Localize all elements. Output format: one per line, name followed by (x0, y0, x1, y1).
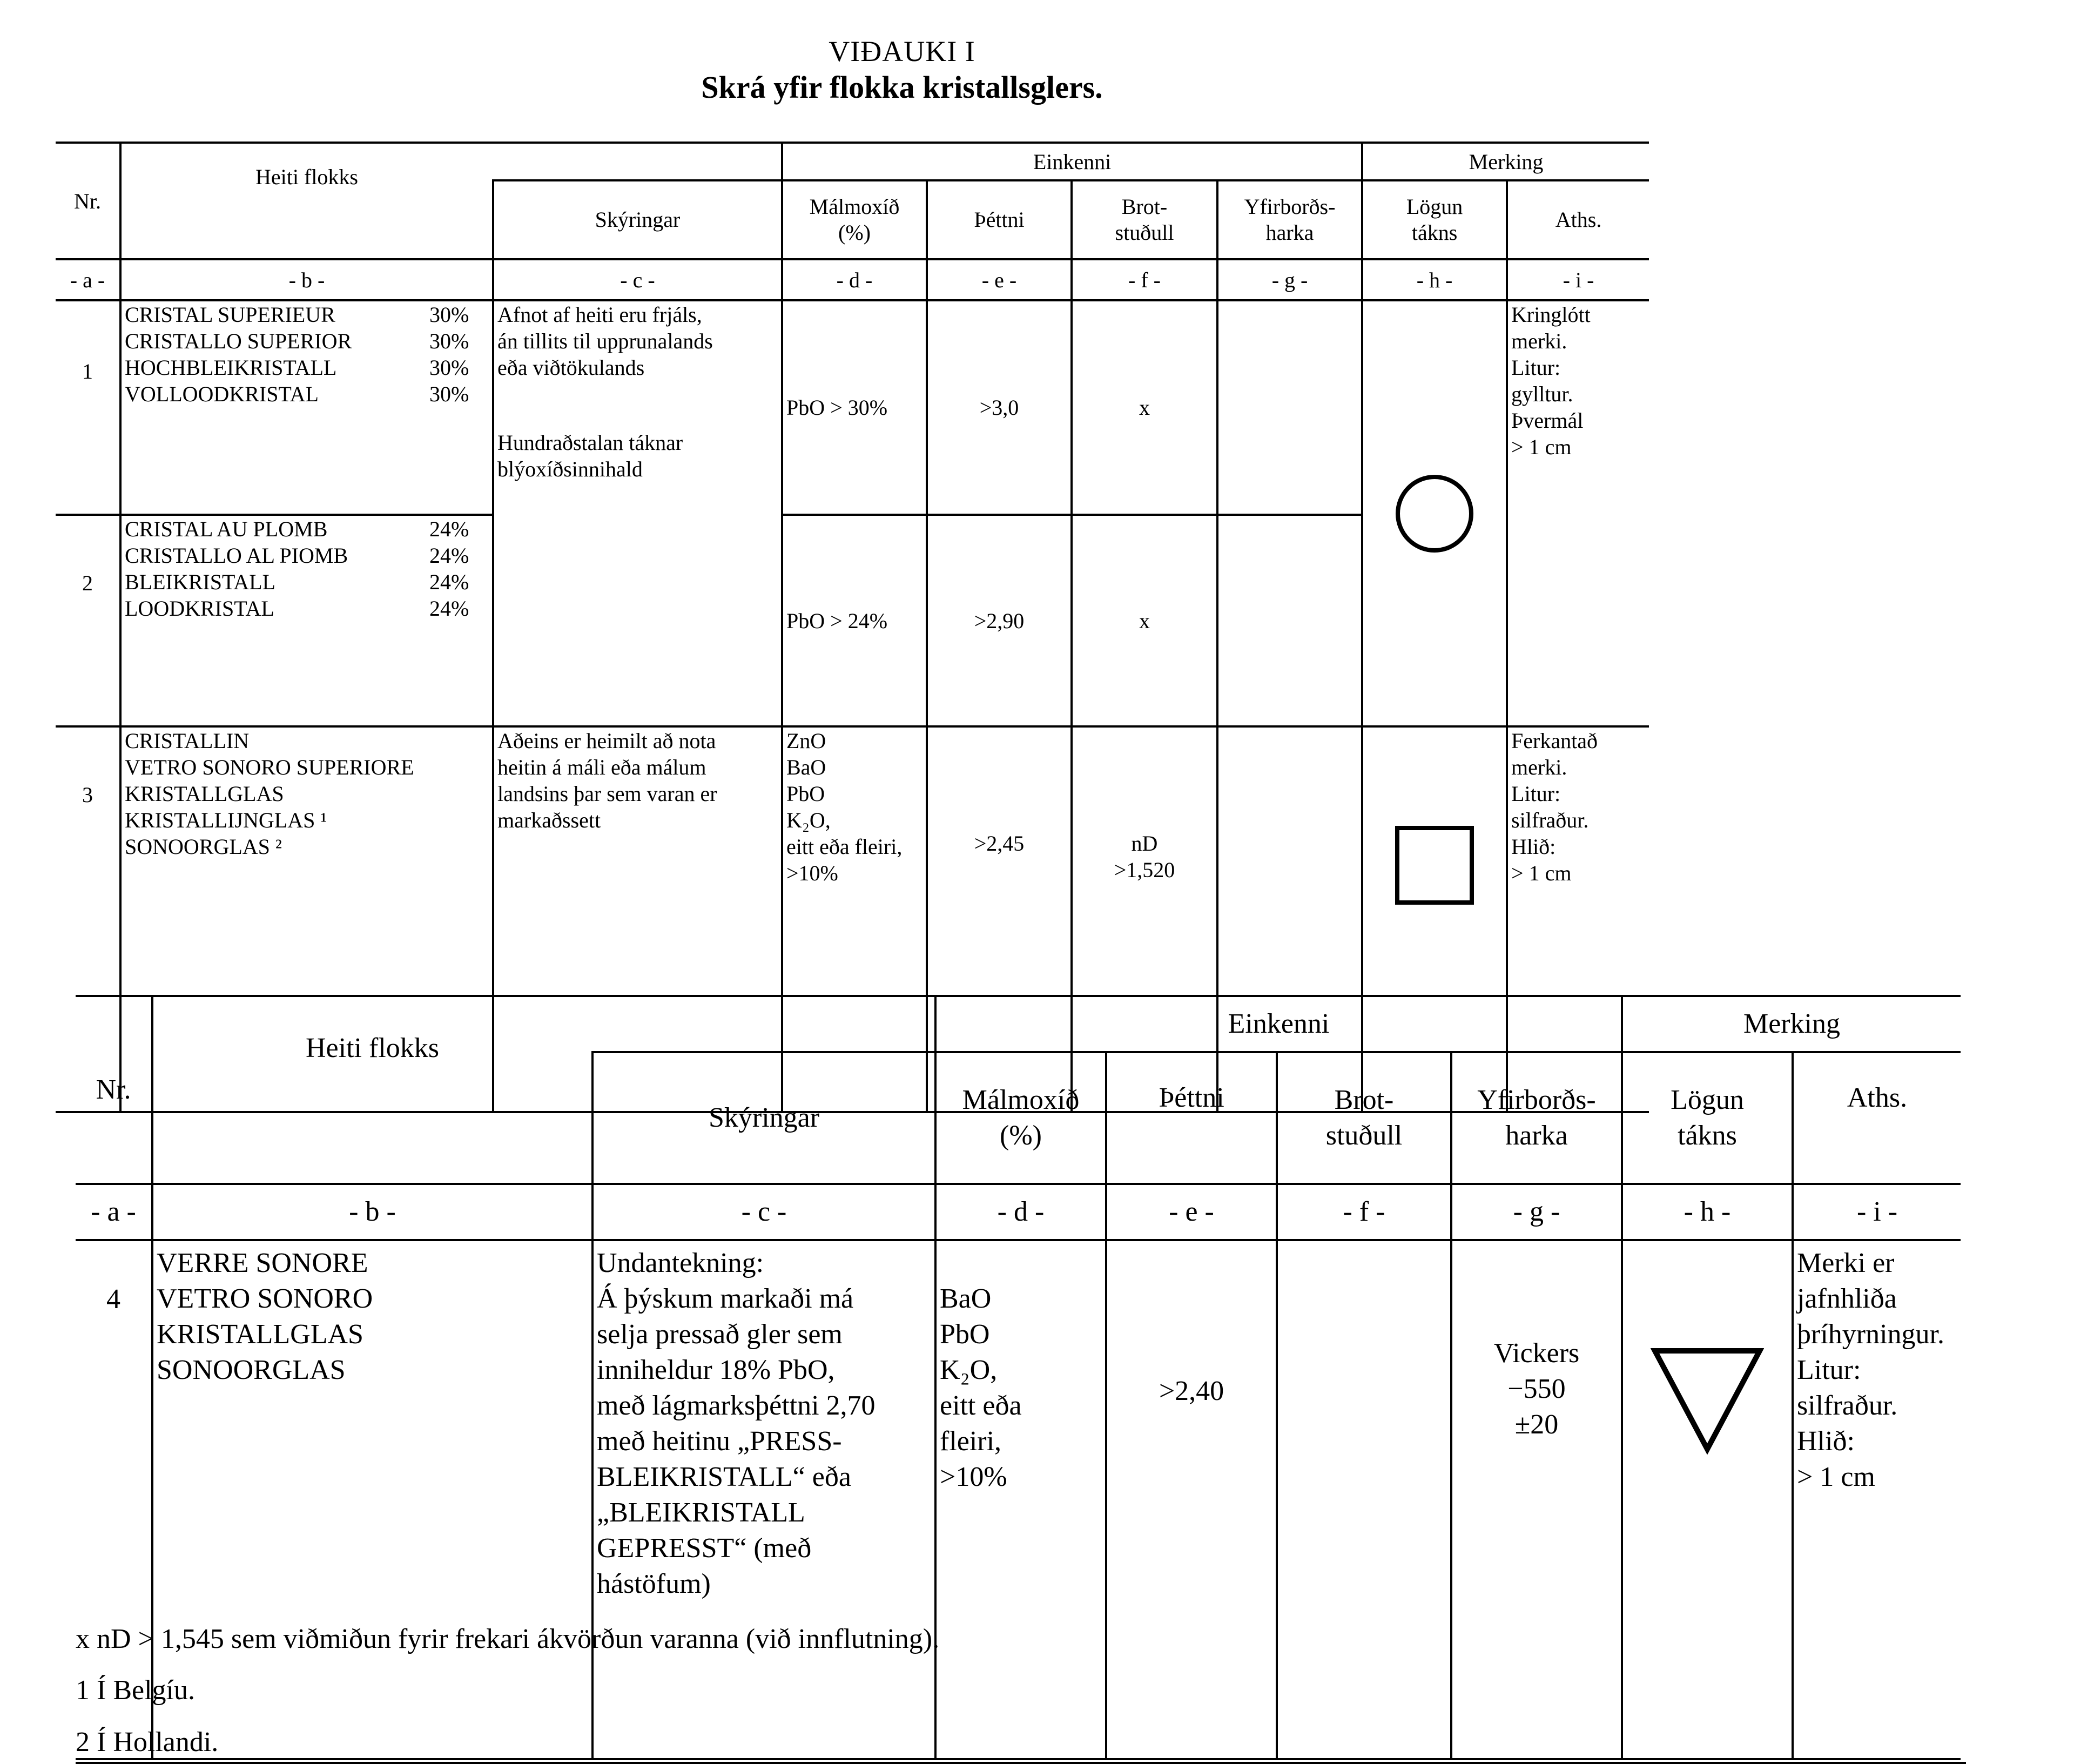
crystal-glass-table-1 (56, 142, 1649, 1113)
header-einkenni: Einkenni (935, 996, 1622, 1052)
letter-i: - i - (1507, 259, 1649, 300)
row-aths: Merki er jafnhliða þríhyrningur. Litur: silfraður. Hlið: > 1 cm (1793, 1240, 1961, 1759)
header-malmoxid: Málmoxíð (%) (782, 180, 927, 259)
header-brot: Brot- stuðull (1277, 1052, 1451, 1184)
header-thettni: Þéttni (927, 180, 1072, 259)
row-nr: 2 (56, 515, 120, 726)
row-symbol (1362, 300, 1507, 726)
header-einkenni: Einkenni (782, 143, 1362, 180)
bottom-rule (76, 1762, 1966, 1764)
row-skyringar: Undantekning: Á þýskum markaði má selja pressað gler sem inniheldur 18% PbO, með lágmarksþéttni 2,70 með heitinu „PRESS- BLEIKRISTALL“ eða „BLEIKRISTALL GEPRESST“ (með hástöfum) (592, 1240, 935, 1759)
header-yfirbord: Yfirborðs- harka (1451, 1052, 1622, 1184)
letter-c: - c - (493, 259, 782, 300)
letter-f: - f - (1277, 1184, 1451, 1240)
row-malmoxid: PbO > 24% (782, 515, 927, 726)
header-nr: Nr. (76, 996, 152, 1184)
header-skyringar: Skýringar (592, 1052, 935, 1184)
row-brot: x (1072, 515, 1217, 726)
letter-row (56, 259, 1649, 300)
letter-g: - g - (1451, 1184, 1622, 1240)
letter-c: - c - (592, 1184, 935, 1240)
row-thettni: >3,0 (927, 300, 1072, 515)
header-blank (152, 996, 935, 1052)
row-yfirbord: Vickers −550 ±20 (1451, 1240, 1622, 1759)
letter-e: - e - (927, 259, 1072, 300)
row-skyringar: Afnot af heiti eru frjáls, án tillits til upprunalands eða viðtökulands Hundraðstalan táknar blýoxíðsinnihald (493, 300, 782, 726)
row-nr: 1 (56, 300, 120, 515)
header-thettni: Þéttni (1106, 1052, 1277, 1184)
header-malmoxid: Málmoxíð (%) (935, 1052, 1106, 1184)
letter-g: - g - (1217, 259, 1362, 300)
row-yfirbord (1217, 300, 1362, 515)
row-brot: nD >1,520 (1072, 726, 1217, 1112)
row-brot: x (1072, 300, 1217, 515)
header-aths: Aths. (1507, 180, 1649, 259)
annex-subtitle: Skrá yfir flokka kristallsglers. (701, 70, 1103, 105)
row-names: CRISTAL SUPERIEUR 30% CRISTALLO SUPERIOR 30% HOCHBLEIKRISTALL 30% VOLLOODKRISTAL 30% (120, 300, 493, 515)
header-heiti: Heiti flokks (120, 180, 493, 259)
square-icon (1394, 825, 1475, 906)
row-skyringar: Aðeins er heimilt að nota heitin á máli eða málum landsins þar sem varan er markaðssett (493, 726, 782, 1112)
table-row (56, 300, 1649, 515)
row-yfirbord (1217, 515, 1362, 726)
letter-d: - d - (935, 1184, 1106, 1240)
circle-icon (1394, 473, 1475, 554)
letter-i: - i - (1793, 1184, 1961, 1240)
header-skyringar: Skýringar (493, 180, 782, 259)
row-names: CRISTAL AU PLOMB 24% CRISTALLO AL PIOMB 24% BLEIKRISTALL 24% LOODKRISTAL 24% (120, 515, 493, 726)
header-brot: Brot- stuðull (1072, 180, 1217, 259)
triangle-down-icon (1651, 1346, 1764, 1455)
row-thettni: >2,40 (1106, 1240, 1277, 1759)
header-aths: Aths. (1793, 1052, 1961, 1184)
row-nr: 3 (56, 726, 120, 1112)
row-malmoxid: BaO PbO K₂O, eitt eða fleiri, >10% (935, 1240, 1106, 1759)
letter-row (76, 1184, 1961, 1240)
letter-e: - e - (1106, 1184, 1277, 1240)
annex-title: VIÐAUKI I (829, 35, 975, 68)
letter-a: - a - (76, 1184, 152, 1240)
footnote-1: 1 Í Belgíu. (76, 1675, 195, 1706)
header-row-2 (56, 180, 1649, 259)
header-yfirbord: Yfirborðs- harka (1217, 180, 1362, 259)
letter-f: - f - (1072, 259, 1217, 300)
header-blank (120, 143, 782, 180)
letter-h: - h - (1362, 259, 1507, 300)
letter-a: - a - (56, 259, 120, 300)
header-heiti: Heiti flokks (152, 1052, 592, 1184)
row-aths: Ferkantað merki. Litur: silfraður. Hlið: > 1 cm (1507, 726, 1649, 1112)
letter-b: - b - (120, 259, 493, 300)
row-names: CRISTALLIN VETRO SONORO SUPERIORE KRISTALLGLAS KRISTALLIJNGLAS ¹ SONOORGLAS ² (120, 726, 493, 1112)
header-merking: Merking (1362, 143, 1649, 180)
row-names: VERRE SONORE VETRO SONORO KRISTALLGLAS SONOORGLAS (152, 1240, 592, 1759)
header-row-2 (76, 1052, 1961, 1184)
letter-b: - b - (152, 1184, 592, 1240)
row-malmoxid: ZnO BaO PbO K₂O, eitt eða fleiri, >10% (782, 726, 927, 1112)
row-malmoxid: PbO > 30% (782, 300, 927, 515)
footnote-x: x nD > 1,545 sem viðmiðun fyrir frekari ákvörðun varanna (við innflutning). (76, 1624, 940, 1654)
row-thettni: >2,90 (927, 515, 1072, 726)
header-merking: Merking (1622, 996, 1961, 1052)
header-nr: Nr. (56, 143, 120, 259)
row-thettni: >2,45 (927, 726, 1072, 1112)
footnote-2: 2 Í Hollandi. (76, 1727, 219, 1758)
header-logun: Lögun tákns (1362, 180, 1507, 259)
letter-d: - d - (782, 259, 927, 300)
letter-h: - h - (1622, 1184, 1793, 1240)
row-nr: 4 (76, 1240, 152, 1759)
row-aths: Kringlótt merki. Litur: gylltur. Þvermál > 1 cm (1507, 300, 1649, 726)
header-logun: Lögun tákns (1622, 1052, 1793, 1184)
